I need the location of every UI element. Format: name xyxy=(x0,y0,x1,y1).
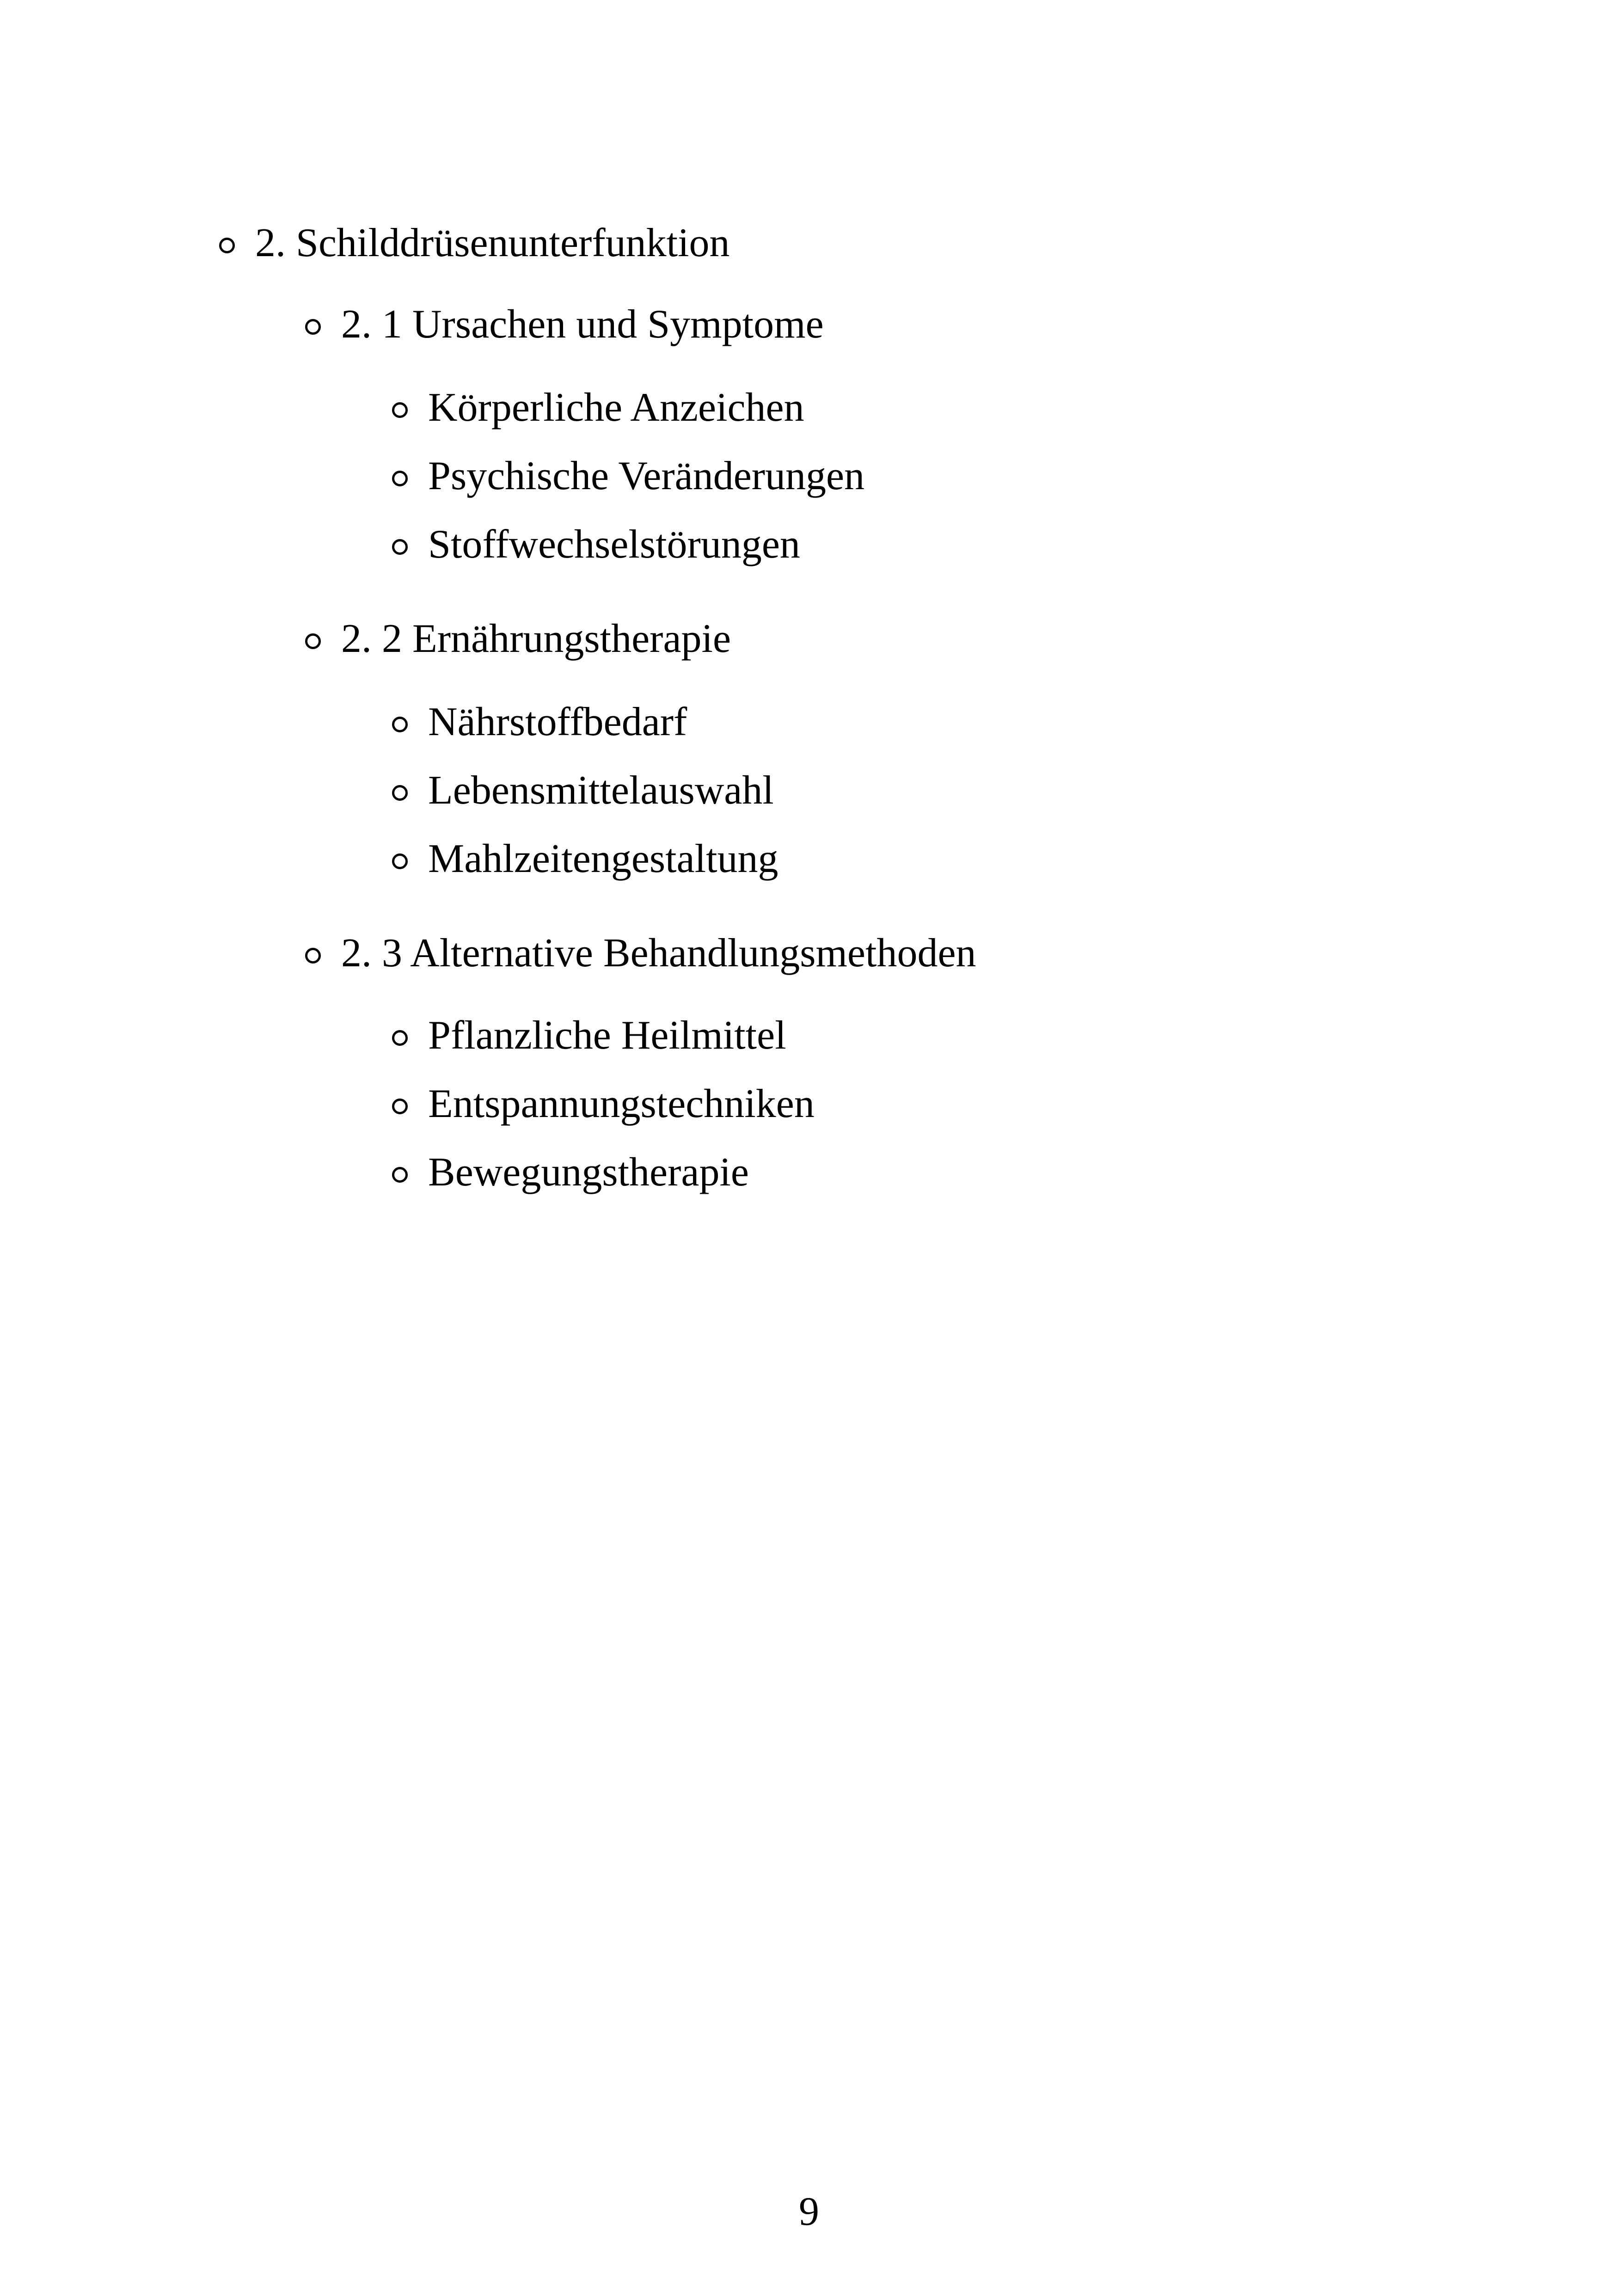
outline-item-leaf xyxy=(392,836,778,881)
circle-bullet-icon xyxy=(219,238,235,253)
outline-item-subsection xyxy=(305,304,824,345)
outline-subsection-label: 2. 3 Alternative Behandlungsmethoden xyxy=(341,931,976,976)
outline-leaf-label: Entspannungstechniken xyxy=(428,1081,815,1126)
circle-bullet-icon xyxy=(392,853,408,869)
outline-leaf-label: Mahlzeitengestaltung xyxy=(428,836,778,881)
outline-leaf-label: Nährstoffbedarf xyxy=(428,700,687,744)
circle-bullet-icon xyxy=(392,717,408,732)
circle-bullet-icon xyxy=(392,1167,408,1183)
circle-bullet-icon xyxy=(392,539,408,555)
circle-bullet-icon xyxy=(392,402,408,418)
outline-item-leaf xyxy=(392,1081,815,1126)
outline-item-subsection xyxy=(305,616,731,661)
outline-item-leaf xyxy=(392,1152,749,1193)
circle-bullet-icon xyxy=(305,319,321,335)
circle-bullet-icon xyxy=(305,633,321,649)
outline-leaf-label: Körperliche Anzeichen xyxy=(428,385,804,430)
outline-item-leaf xyxy=(392,1015,786,1056)
outline-item-leaf xyxy=(392,770,774,811)
circle-bullet-icon xyxy=(392,1030,408,1046)
outline-item-leaf xyxy=(392,456,864,497)
outline-leaf-label: Bewegungstherapie xyxy=(428,1150,749,1195)
circle-bullet-icon xyxy=(392,1099,408,1114)
outline-leaf-label: Lebensmittelauswahl xyxy=(428,768,774,813)
outline-leaf-label: Psychische Veränderungen xyxy=(428,454,865,498)
outline-subsection-label: 2. 1 Ursachen und Symptome xyxy=(341,302,824,347)
outline-item-subsection xyxy=(305,933,976,974)
outline-subsection-label: 2. 2 Ernährungstherapie xyxy=(341,616,731,661)
outline-item-section xyxy=(219,223,730,264)
outline-item-leaf xyxy=(392,387,804,428)
outline-leaf-label: Stoffwechselstörungen xyxy=(428,522,800,567)
outline-leaf-label: Pflanzliche Heilmittel xyxy=(428,1013,786,1058)
circle-bullet-icon xyxy=(305,948,321,964)
outline-section-label: 2. Schilddrüsenunterfunktion xyxy=(255,221,730,265)
outline-item-leaf xyxy=(392,524,800,565)
outline-item-leaf xyxy=(392,702,687,743)
circle-bullet-icon xyxy=(392,785,408,801)
circle-bullet-icon xyxy=(392,471,408,486)
page-number: 9 xyxy=(799,2189,819,2234)
